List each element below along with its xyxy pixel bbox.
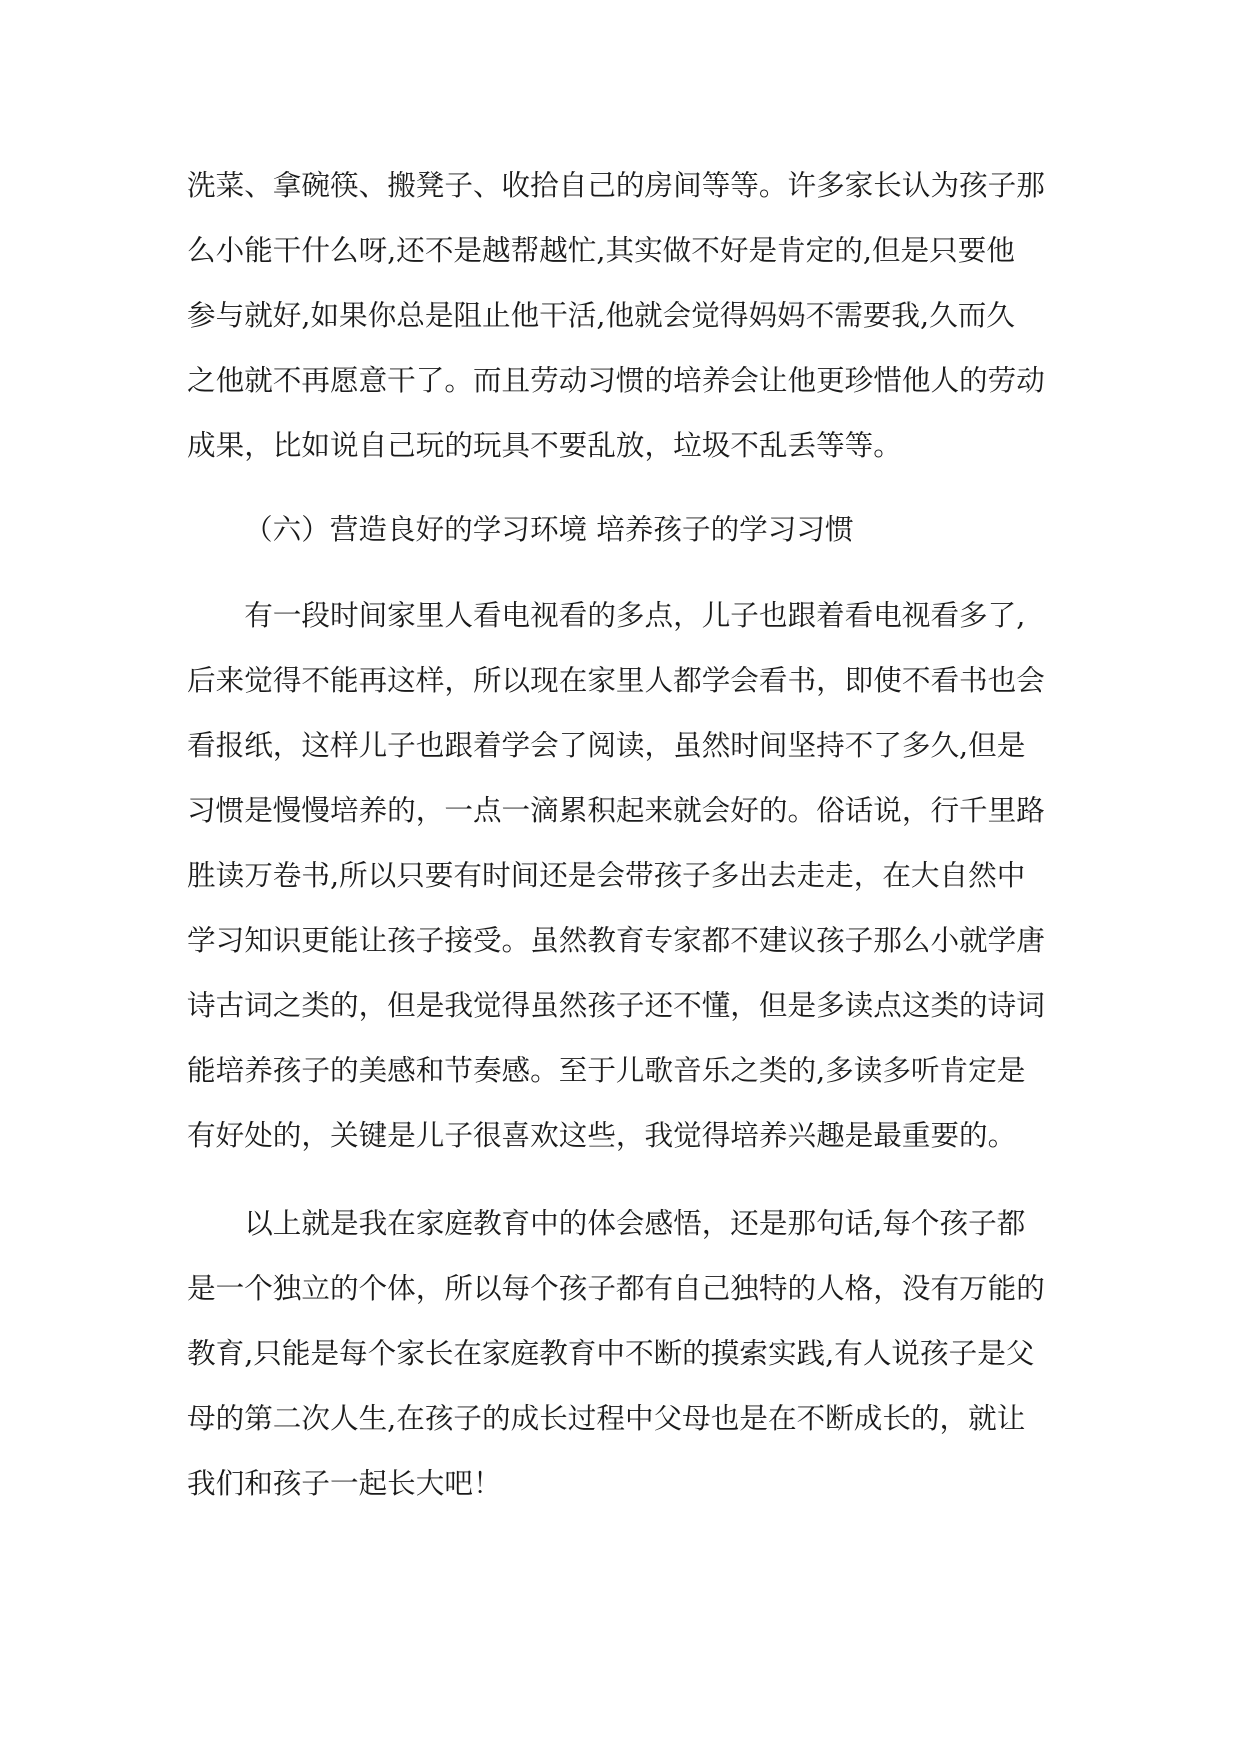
text-line: 有好处的，关键是儿子很喜欢这些，我觉得培养兴趣是最重要的。 bbox=[187, 1118, 1017, 1152]
text-line: 是一个独立的个体，所以每个孩子都有自己独特的人格，没有万能的 bbox=[187, 1271, 1045, 1305]
paragraph-chores bbox=[187, 153, 1053, 478]
text-line: 之他就不再愿意干了。而且劳动习惯的培养会让他更珍惜他人的劳动 bbox=[187, 363, 1045, 397]
text-line: 母的第二次人生,在孩子的成长过程中父母也是在不断成长的，就让 bbox=[187, 1401, 1026, 1435]
text-line: 习惯是慢慢培养的，一点一滴累积起来就会好的。俗话说，行千里路 bbox=[187, 793, 1045, 827]
text-line: 胜读万卷书,所以只要有时间还是会带孩子多出去走走，在大自然中 bbox=[187, 858, 1026, 892]
text-line: 能培养孩子的美感和节奏感。至于儿歌音乐之类的,多读多听肯定是 bbox=[187, 1053, 1026, 1087]
paragraph-study-environment bbox=[187, 583, 1053, 1168]
text-line: 参与就好,如果你总是阻止他干活,他就会觉得妈妈不需要我,久而久 bbox=[187, 298, 1015, 332]
text-line: 成果，比如说自己玩的玩具不要乱放，垃圾不乱丢等等。 bbox=[187, 428, 902, 462]
section-heading-text: （六）营造良好的学习环境 培养孩子的学习习惯 bbox=[244, 512, 854, 546]
text-line: 诗古词之类的，但是我觉得虽然孩子还不懂，但是多读点这类的诗词 bbox=[187, 988, 1045, 1022]
text-line: 看报纸，这样儿子也跟着学会了阅读，虽然时间坚持不了多久,但是 bbox=[187, 728, 1026, 762]
text-line: 么小能干什么呀,还不是越帮越忙,其实做不好是肯定的,但是只要他 bbox=[187, 233, 1015, 267]
text-line: 洗菜、拿碗筷、搬凳子、收拾自己的房间等等。许多家长认为孩子那 bbox=[187, 168, 1045, 202]
text-line: 学习知识更能让孩子接受。虽然教育专家都不建议孩子那么小就学唐 bbox=[187, 923, 1045, 957]
paragraph-conclusion bbox=[187, 1191, 1053, 1516]
text-line: 教育,只能是每个家长在家庭教育中不断的摸索实践,有人说孩子是父 bbox=[187, 1336, 1035, 1370]
text-line: 后来觉得不能再这样，所以现在家里人都学会看书，即使不看书也会 bbox=[187, 663, 1045, 697]
section-heading bbox=[244, 497, 1064, 562]
text-line: 我们和孩子一起长大吧！ bbox=[187, 1466, 502, 1500]
text-line: 有一段时间家里人看电视看的多点，儿子也跟着看电视看多了, bbox=[187, 598, 1026, 632]
text-line: 以上就是我在家庭教育中的体会感悟，还是那句话,每个孩子都 bbox=[187, 1206, 1026, 1240]
